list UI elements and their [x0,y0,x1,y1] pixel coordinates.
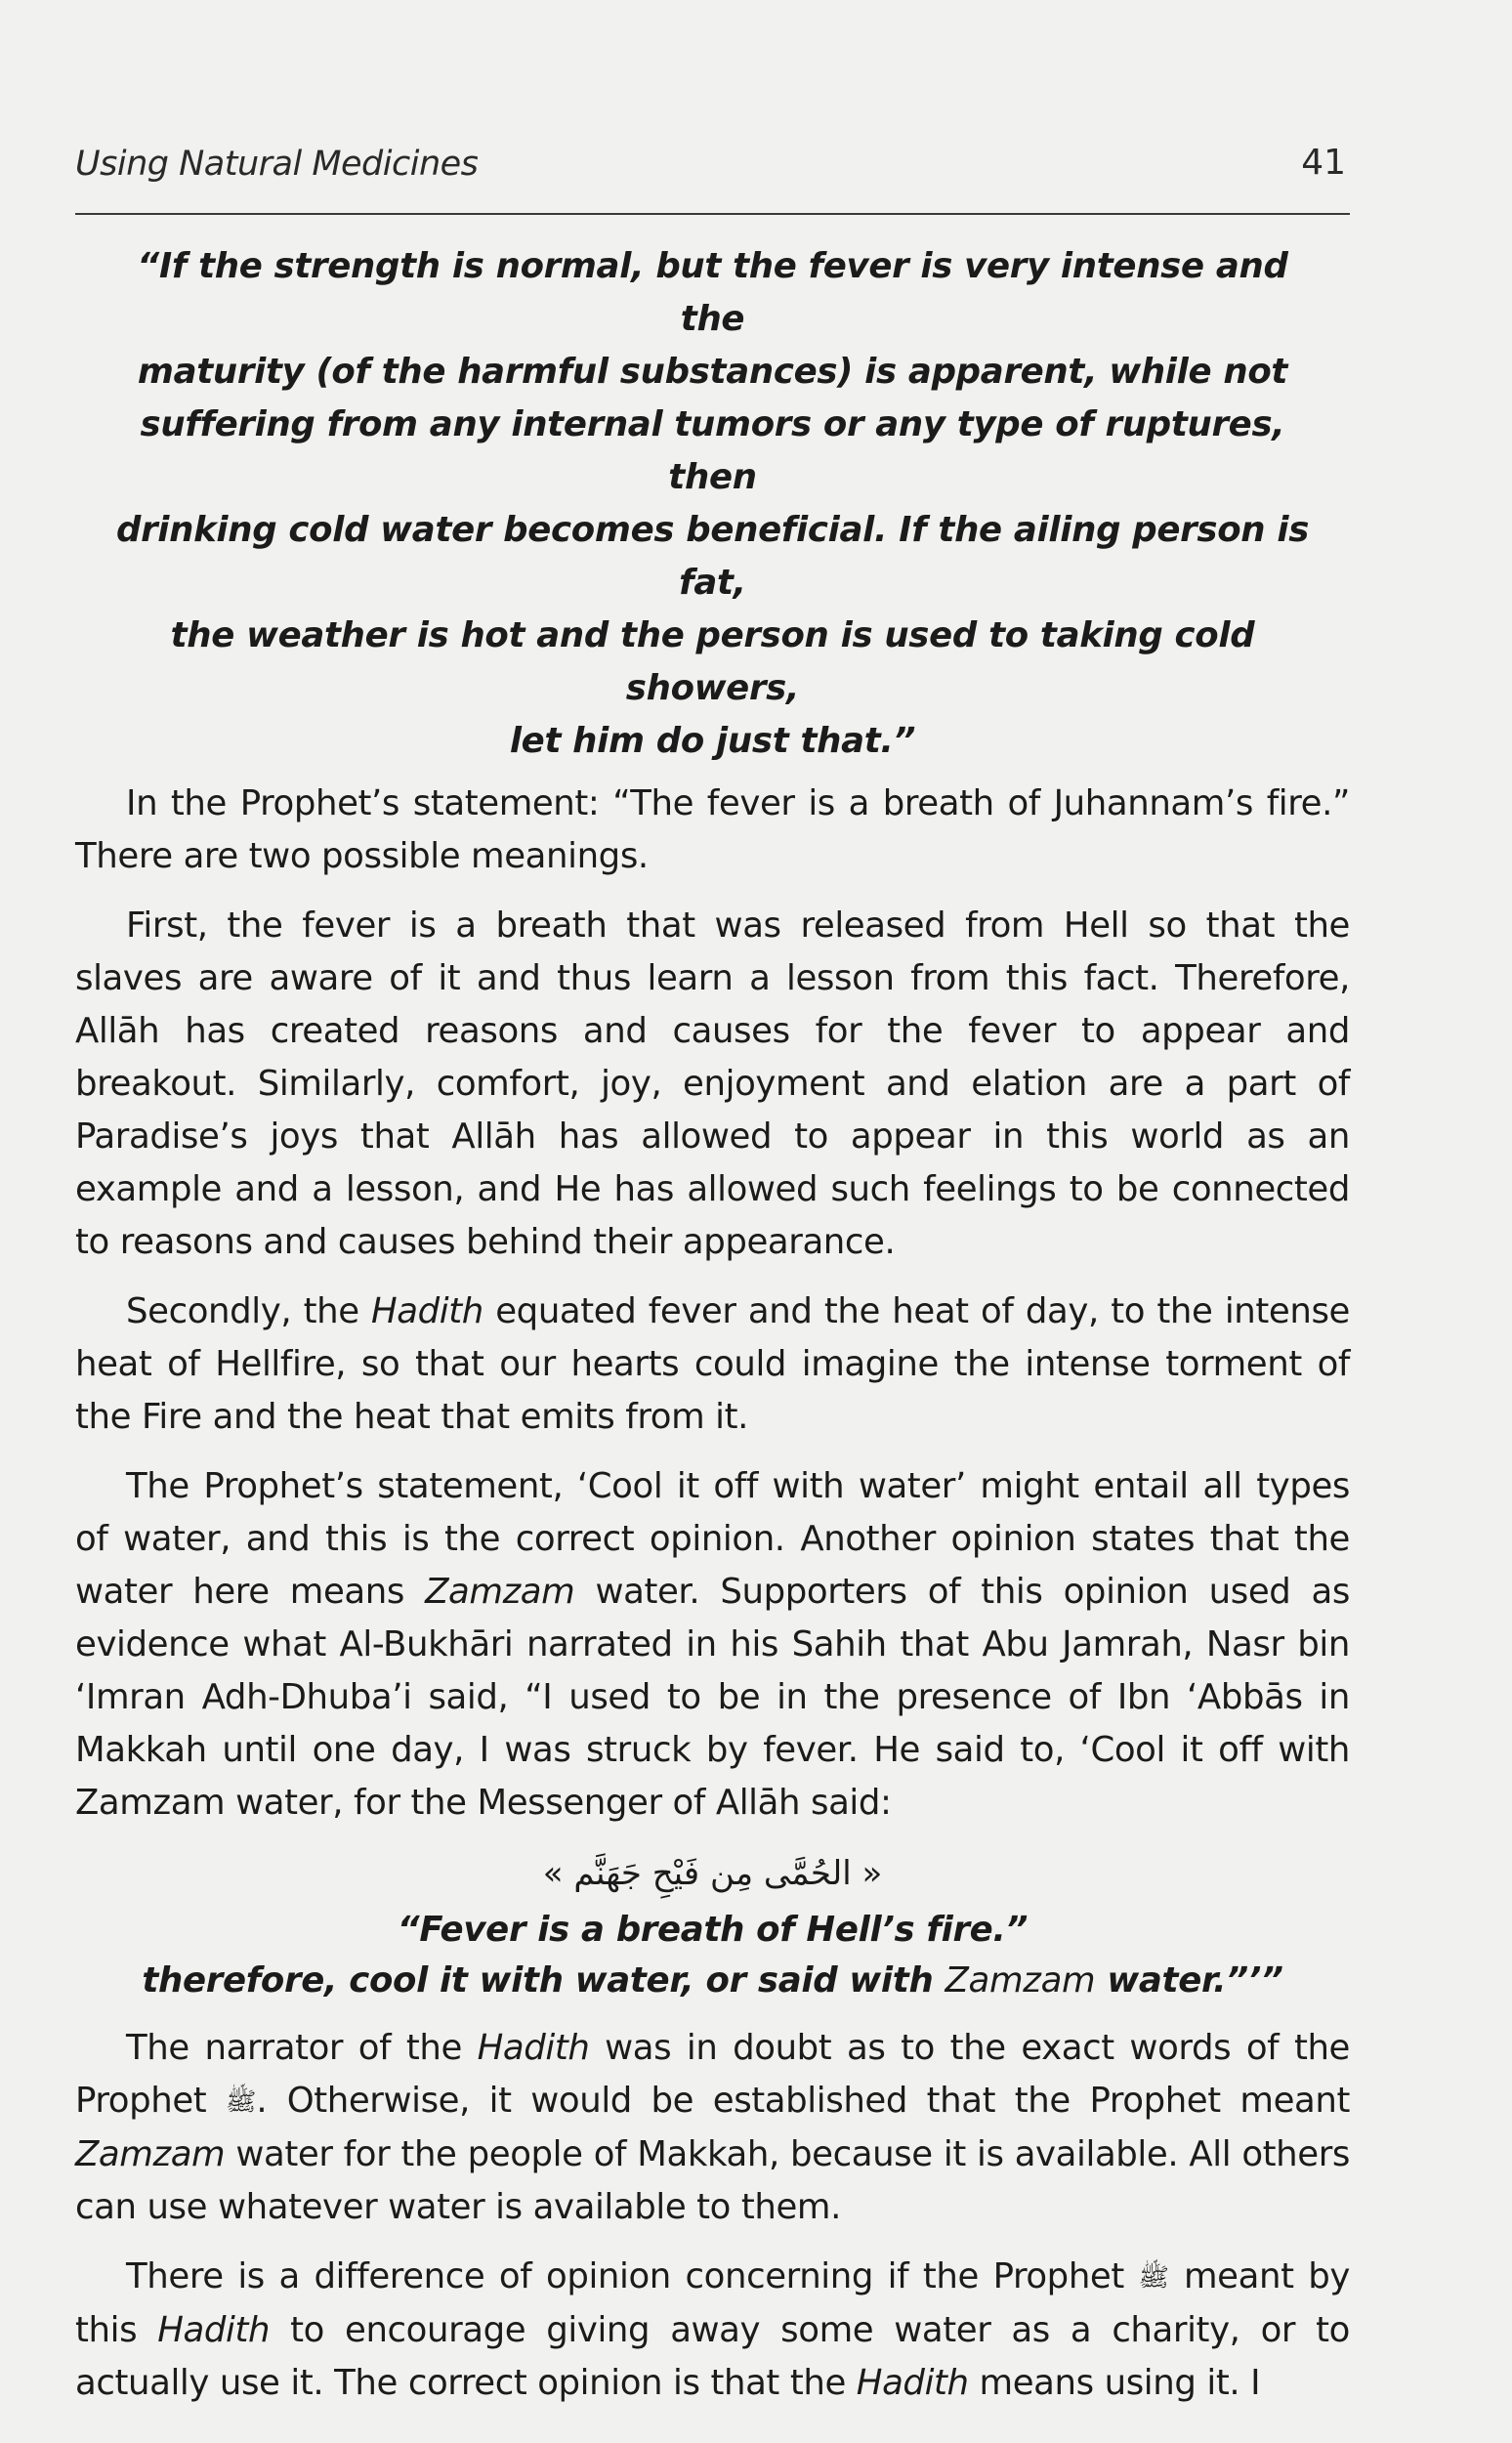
text-run: . Otherwise, it would be established that the Prophet meant [256,2081,1350,2121]
text-run: to encourage giving away some water as a charity, or to actually use it. The correct opinion is that the [75,2310,1350,2403]
paragraph-difference-of-opinion [75,2251,1350,2410]
term-hadith: Hadith [371,1291,483,1331]
paragraph-second-meaning [75,1285,1350,1444]
text-run: was in doubt as to the exact words of the Prophet [75,2028,1350,2121]
text-run: There is a difference of opinion concerning if the Prophet [126,2256,1139,2296]
quote-line: “If the strength is normal, but the fever is very intense and the [137,246,1288,339]
text-run: equated fever and the heat of day, to the intense heat of Hellfire, so that our hearts could imagine the intense torment of the Fire and the heat that emits from it. [75,1291,1350,1437]
text-run: The Prophet’s statement, ‘Cool it off with water’ might entail all types of water, and this is the correct opinion. Another opinion states that the water here means [75,1466,1350,1612]
paragraph-two-meanings: In the Prophet’s statement: “The fever is a breath of Juhannam’s fire.” There are two possible meanings. [75,783,1350,876]
salutation-symbol: ﷺ [225,2087,257,2117]
text-run: water.”’” [1095,1960,1283,2001]
text-run: The narrator of the [126,2028,478,2068]
term-zamzam: Zamzam [75,2134,226,2174]
text-run: water for the people of Makkah, because it is available. All others can use whatever water is available to them. [75,2134,1350,2227]
arabic-hadith-text: « الحُمَّى مِن فَيْحِ جَهَنَّم » [542,1854,883,1893]
text-run: meant by this [75,2256,1350,2350]
page-header [75,137,1350,215]
text-run: therefore, cool it with water, or said with [142,1960,945,2001]
hadith-translation-line-2 [75,1956,1350,2006]
paragraph-narrator-doubt [75,2022,1350,2234]
quote-line: suffering from any internal tumors or any type of ruptures, then [140,404,1285,497]
quote-line: the weather is hot and the person is used to taking cold showers, [170,615,1255,708]
page-body [75,240,1350,2426]
quote-line: maturity (of the harmful substances) is apparent, while not [137,352,1288,392]
page-number: 41 [1301,143,1346,183]
salutation-symbol: ﷺ [1138,2263,1169,2293]
hadith-translation-line-1: “Fever is a breath of Hell’s fire.” [397,1910,1029,1950]
term-hadith: Hadith [157,2310,271,2350]
quote-line: drinking cold water becomes beneficial. If the ailing person is fat, [115,510,1310,603]
term-zamzam: Zamzam [425,1572,575,1612]
term-zamzam: Zamzam [945,1960,1096,2001]
term-hadith: Hadith [856,2363,969,2403]
term-hadith: Hadith [477,2028,590,2068]
text-run: water. Supporters of this opinion used as evidence what Al-Bukhāri narrated in his Sahih that Abu Jamrah, Nasr bin ‘Imran Adh-Dhuba’i said, “I used to be in the presence of Ibn ‘Abbās in Makkah until one day, I was struck by fever. He said to, ‘Cool it off with Zamzam water, for the Messenger of Allāh said: [75,1572,1350,1823]
block-quote [75,240,1350,768]
paragraph-first-meaning: First, the fever is a breath that was released from Hell so that the slaves are aware of it and thus learn a lesson from this fact. Therefore, Allāh has created reasons and causes for the fever to appear and breakout. Similarly, comfort, joy, enjoyment and elation are a part of Paradise’s joys that Allāh has allowed to appear in this world as an example and a lesson, and He has allowed such feelings to be connected to reasons and causes behind their appearance. [75,906,1350,1262]
text-run: Secondly, the [126,1291,371,1331]
running-head: Using Natural Medicines [75,145,479,184]
text-run: means using it. I [968,2363,1261,2403]
paragraph-cool-with-water [75,1460,1350,1830]
quote-line: let him do just that.” [509,721,916,761]
